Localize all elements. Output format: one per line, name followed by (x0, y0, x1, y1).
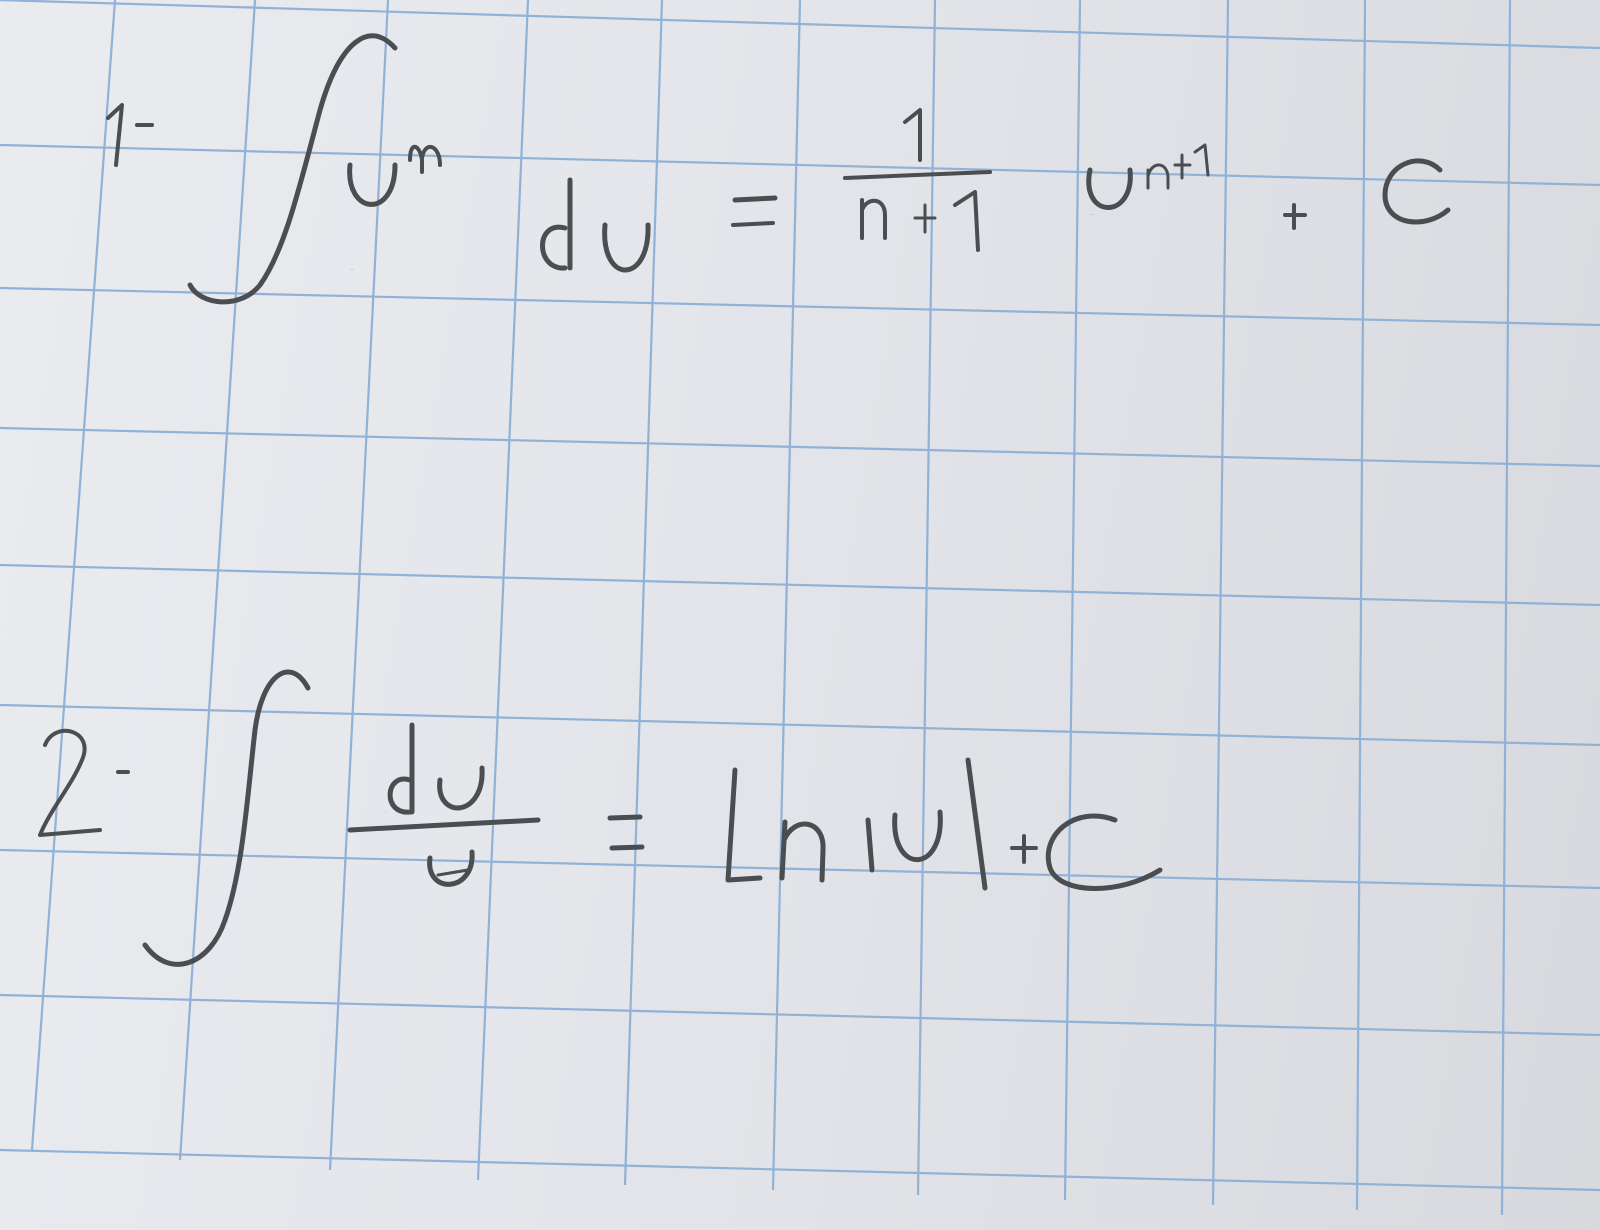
coefficient-denominator: n+1 (862, 240, 865, 241)
result-term-text: u^(n+1) (1090, 215, 1095, 216)
formula-2-number-text: 2- (40, 835, 41, 836)
formula-2-number (40, 731, 128, 836)
integrand-denominator: u (430, 890, 431, 891)
formula-1-number-text: 1- (100, 170, 101, 171)
formula-2-integrand (350, 725, 538, 891)
formula-2-result (728, 760, 1160, 889)
formula-1-integrand-text: u^n du (350, 270, 354, 271)
integral-sign-icon (145, 672, 308, 964)
formula-2-equals (610, 817, 642, 848)
coefficient-numerator: 1 (905, 155, 906, 156)
result-text: ln|u| + c (728, 880, 733, 881)
integrand-numerator: du (385, 812, 387, 813)
constant-text: + C (1285, 230, 1287, 231)
